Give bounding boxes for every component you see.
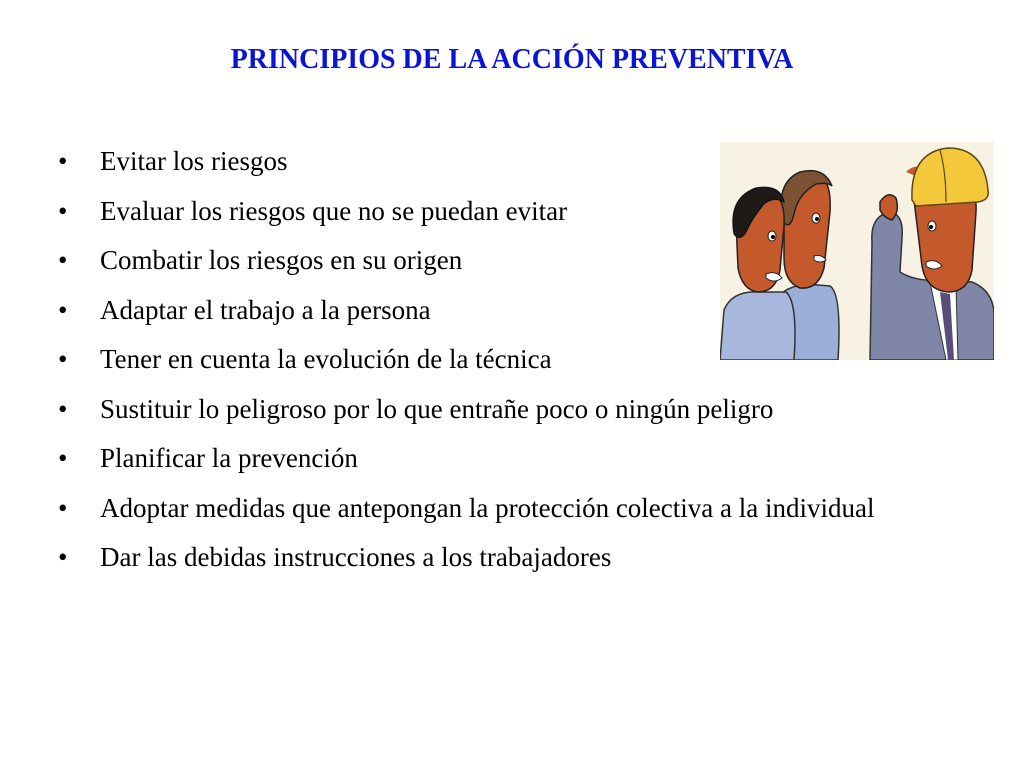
list-item-text: Adoptar medidas que antepongan la protección colectiva a la individual — [100, 492, 875, 523]
list-item-text: Dar las debidas instrucciones a los trabajadores — [100, 542, 612, 572]
list-item — [56, 491, 976, 525]
list-item — [56, 540, 976, 574]
slide-title: PRINCIPIOS DE LA ACCIÓN PREVENTIVA — [230, 44, 794, 75]
workers-with-hardhat-illustration — [720, 142, 994, 360]
bullet-icon: • — [58, 146, 68, 176]
bullet-icon: • — [58, 443, 68, 473]
list-item-text: Combatir los riesgos en su origen — [100, 245, 463, 275]
list-item-text: Planificar la prevención — [100, 443, 358, 473]
list-item-text: Sustituir lo peligroso por lo que entrañe poco o ningún peligro — [100, 393, 774, 424]
bullet-icon: • — [58, 542, 68, 572]
list-item — [56, 441, 976, 475]
list-item-text: Evitar los riesgos — [100, 146, 288, 176]
list-item — [56, 392, 976, 426]
list-item-text: Adaptar el trabajo a la persona — [100, 294, 431, 325]
bullet-icon: • — [58, 393, 68, 424]
bullet-icon: • — [58, 344, 68, 374]
bullet-icon: • — [58, 294, 68, 325]
list-item-text: Tener en cuenta la evolución de la técnica — [100, 344, 552, 374]
bullet-icon: • — [58, 492, 68, 523]
bullet-icon: • — [58, 245, 68, 275]
bullet-icon: • — [58, 195, 68, 226]
list-item-text: Evaluar los riesgos que no se puedan evitar — [100, 195, 568, 226]
